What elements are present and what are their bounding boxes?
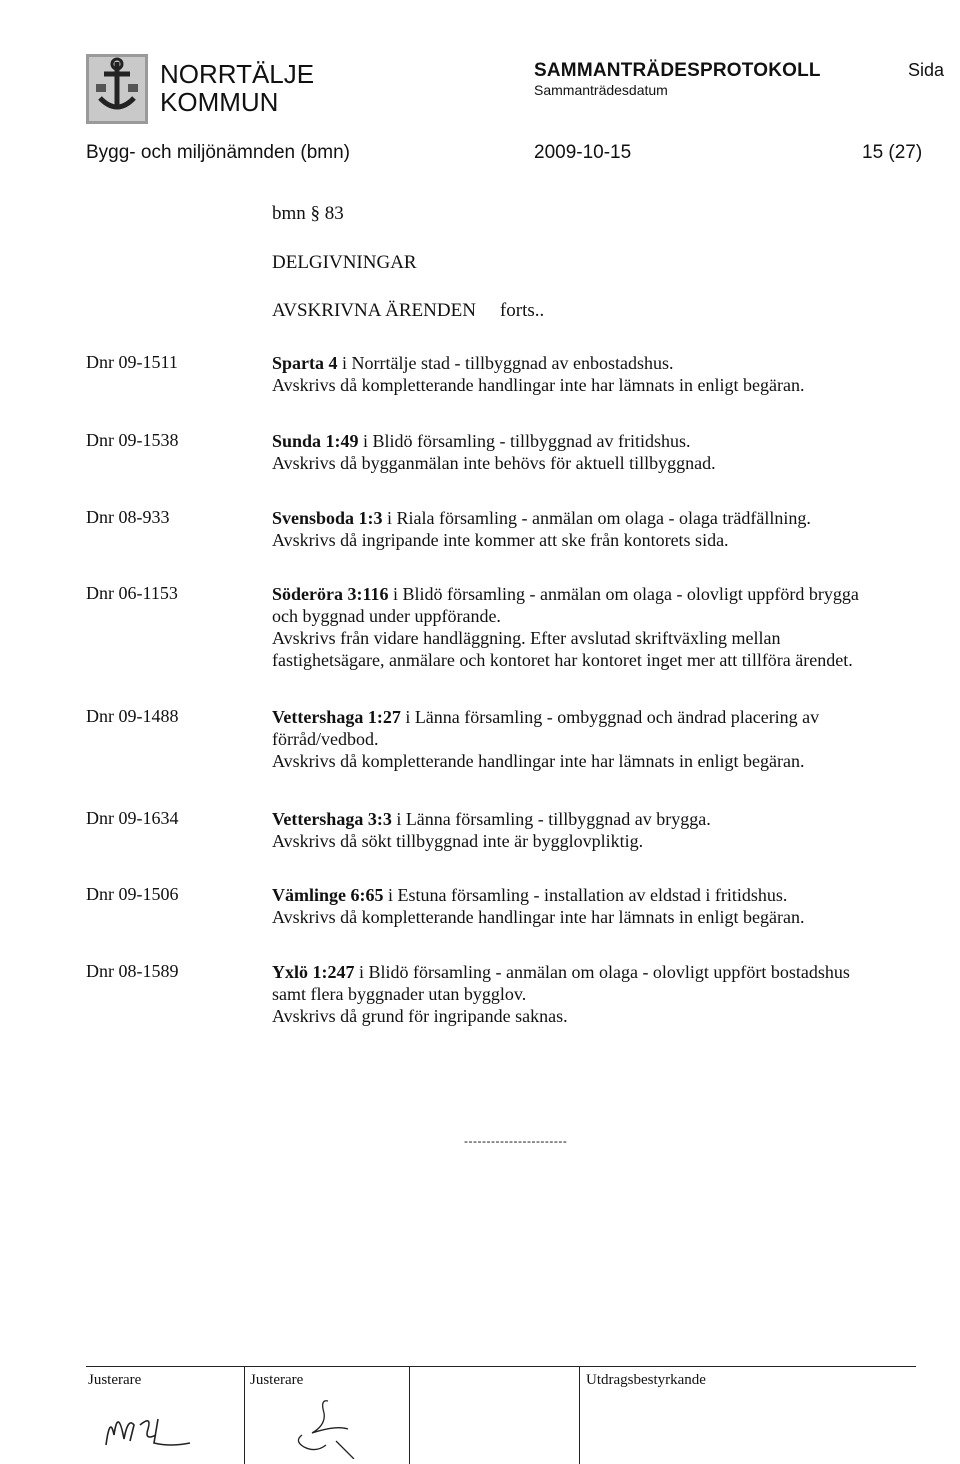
case-number: Dnr 06-1153 — [86, 583, 178, 603]
case-title-line — [272, 961, 960, 983]
continued-label: forts.. — [499, 300, 545, 321]
case-description: i Länna församling - tillbyggnad av brygga. — [391, 809, 711, 829]
case-line: Avskrivs då sökt tillbyggnad inte är bygglovpliktig. — [272, 831, 644, 851]
subsection-title: AVSKRIVNA ÄRENDEN — [272, 300, 476, 321]
case-text — [272, 961, 960, 1027]
case-line: fastighetsägare, anmälare och kontoret har kontoret inget mer att tillföra ärendet. — [272, 650, 853, 670]
page-number: 15 (27) — [862, 142, 923, 163]
case-line: Avskrivs då kompletterande handlingar inte har lämnats in enligt begäran. — [272, 375, 805, 395]
footer-divider — [86, 1366, 916, 1367]
org-name-line2: KOMMUN — [160, 87, 279, 117]
signature-1-mark — [100, 1395, 220, 1455]
meeting-date: 2009-10-15 — [534, 142, 632, 163]
case-title-line — [272, 884, 960, 906]
footer-column-divider — [409, 1366, 410, 1464]
case-text — [272, 583, 960, 671]
case-number: Dnr 09-1488 — [86, 706, 179, 726]
case-title-line — [272, 808, 960, 830]
case-text — [272, 507, 960, 551]
case-line: Avskrivs då kompletterande handlingar inte har lämnats in enligt begäran. — [272, 751, 805, 771]
case-number: Dnr 08-1589 — [86, 961, 179, 981]
section-heading: DELGIVNINGAR — [272, 252, 417, 273]
case-number: Dnr 09-1506 — [86, 884, 179, 904]
property-name: Söderöra 3:116 — [272, 584, 389, 604]
certification-label: Utdragsbestyrkande — [586, 1372, 706, 1388]
case-number: Dnr 08-933 — [86, 507, 170, 527]
signature-2 — [266, 1395, 376, 1464]
property-name: Sunda 1:49 — [272, 431, 359, 451]
end-of-section-line: ----------------------- — [464, 1134, 568, 1148]
case-text — [272, 808, 960, 852]
case-description: i Länna församling - ombyggnad och ändrad placering av — [400, 707, 820, 727]
document-title: SAMMANTRÄDESPROTOKOLL — [534, 60, 821, 81]
property-name: Sparta 4 — [272, 353, 338, 373]
case-title-line — [272, 430, 960, 452]
committee-name: Bygg- och miljönämnden (bmn) — [86, 142, 351, 163]
organization-name — [160, 60, 314, 116]
adjuster-label-2: Justerare — [250, 1372, 304, 1388]
case-description: i Riala församling - anmälan om olaga - olaga trädfällning. — [382, 508, 811, 528]
case-description: i Blidö församling - tillbyggnad av fritidshus. — [358, 431, 691, 451]
subsection-heading — [272, 300, 544, 322]
case-number: Dnr 09-1511 — [86, 352, 178, 372]
case-line: och byggnad under uppförande. — [272, 606, 501, 626]
footer-column-divider — [244, 1366, 245, 1464]
case-line: samt flera byggnader utan bygglov. — [272, 984, 527, 1004]
case-text — [272, 884, 960, 928]
org-name-line1: NORRTÄLJE — [160, 59, 315, 89]
case-text — [272, 352, 960, 396]
property-name: Yxlö 1:247 — [272, 962, 355, 982]
property-name: Svensboda 1:3 — [272, 508, 383, 528]
case-description: i Blidö församling - anmälan om olaga - olovligt uppförd brygga — [388, 584, 859, 604]
case-title-line — [272, 706, 960, 728]
case-title-line — [272, 507, 960, 529]
document-subtitle: Sammanträdesdatum — [534, 82, 668, 98]
adjuster-label-1: Justerare — [88, 1372, 142, 1388]
case-line: Avskrivs då grund för ingripande saknas. — [272, 1006, 568, 1026]
paragraph-number: bmn § 83 — [272, 203, 344, 224]
footer-column-divider — [579, 1366, 580, 1464]
case-title-line — [272, 352, 960, 374]
case-text — [272, 430, 960, 474]
case-number: Dnr 09-1538 — [86, 430, 179, 450]
page-label: Sida — [908, 60, 945, 80]
case-line: förråd/vedbod. — [272, 729, 379, 749]
signature-1 — [100, 1395, 220, 1460]
property-name: Vettershaga 1:27 — [272, 707, 401, 727]
case-line: Avskrivs då bygganmälan inte behövs för aktuell tillbyggnad. — [272, 453, 716, 473]
case-title-line — [272, 583, 960, 605]
municipality-logo — [86, 54, 148, 124]
case-description: i Norrtälje stad - tillbyggnad av enbostadshus. — [337, 353, 674, 373]
case-text — [272, 706, 960, 772]
case-line: Avskrivs då ingripande inte kommer att ske från kontorets sida. — [272, 530, 729, 550]
case-line: Avskrivs från vidare handläggning. Efter avslutad skriftväxling mellan — [272, 628, 781, 648]
property-name: Vettershaga 3:3 — [272, 809, 392, 829]
property-name: Vämlinge 6:65 — [272, 885, 384, 905]
case-line: Avskrivs då kompletterande handlingar inte har lämnats in enligt begäran. — [272, 907, 805, 927]
case-number: Dnr 09-1634 — [86, 808, 179, 828]
anchor-crest-icon — [86, 54, 148, 124]
case-description: i Blidö församling - anmälan om olaga - olovligt uppfört bostadshus — [354, 962, 850, 982]
signature-2-mark — [266, 1395, 376, 1459]
case-description: i Estuna församling - installation av eldstad i fritidshus. — [383, 885, 788, 905]
